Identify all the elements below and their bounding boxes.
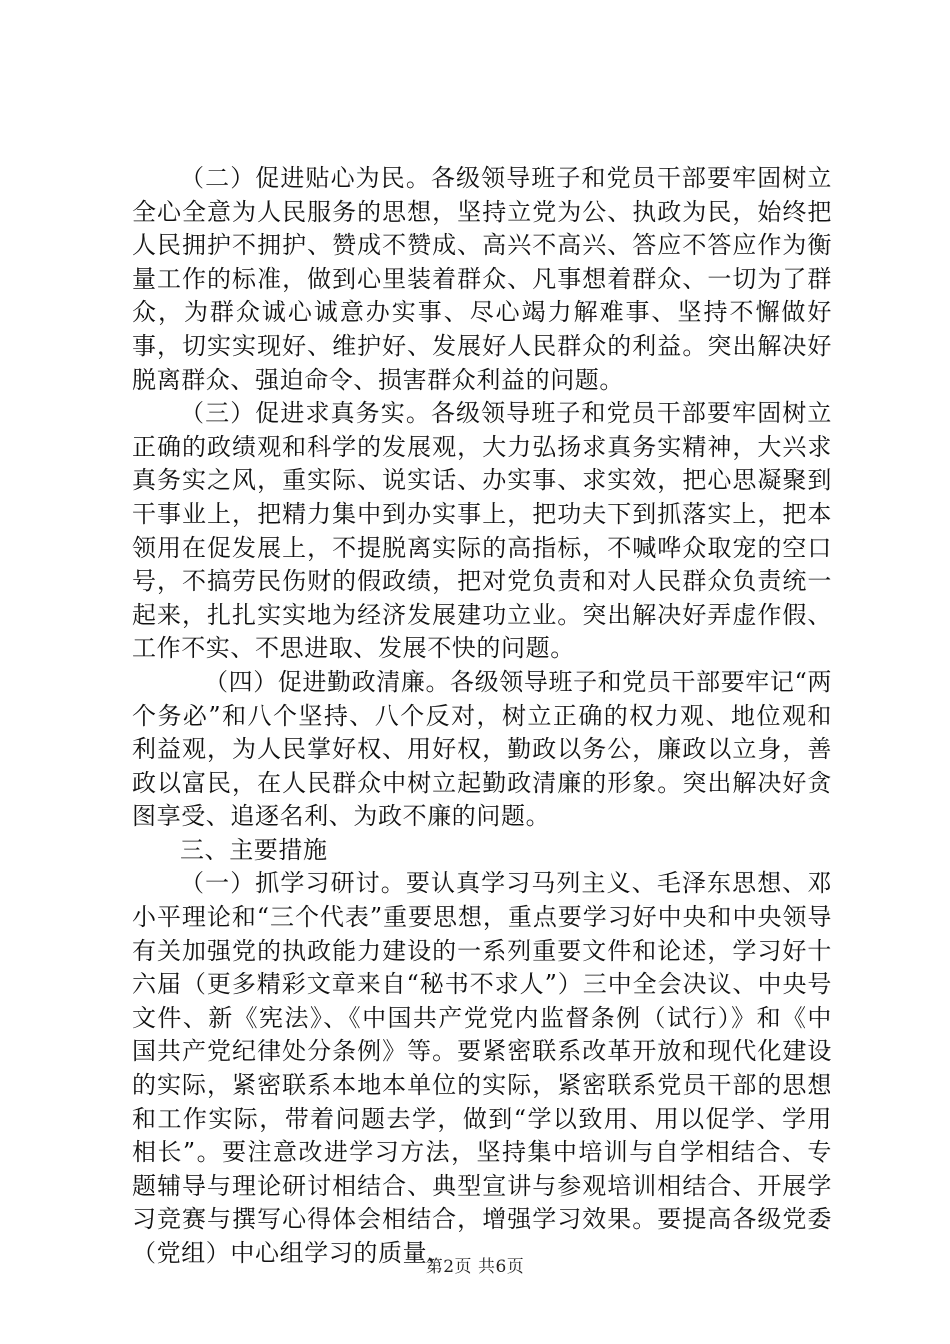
paragraph-promote-integrity: （四）促进勤政清廉。各级领导班子和党员干部要牢记“两个务必”和八个坚持、八个反对，树立正确的权力观、地位观和利益观，为人民掌好权、用好权，勤政以务公，廉政以立身，善政以富民，在人民群众中树立起勤政清廉的形象。突出解决好贪图享受、追逐名利、为政不廉的问题。: [132, 667, 832, 831]
paragraph-study-discussion: （一）抓学习研讨。要认真学习马列主义、毛泽东思想、邓小平理论和“三个代表”重要思想，重点要学习好中央和中央领导有关加强党的执政能力建设的一系列重要文件和论述，学习好十六届（更多精彩文章来自“秘书不求人”）三中全会决议、中央号文件、新《宪法》、《中国共产党党内监督条例（试行）》和《中国共产党纪律处分条例》等。要紧密联系改革开放和现代化建设的实际，紧密联系本地本单位的实际，紧密联系党员干部的思想和工作实际，带着问题去学，做到“学以致用、用以促学、学用相长”。要注意改进学习方法，坚持集中培训与自学相结合、专题辅导与理论研讨相结合、典型宣讲与参观培训相结合、开展学习竞赛与撰写心得体会相结合，增强学习效果。要提高各级党委（党组）中心组学习的质量，: [132, 869, 832, 1267]
paragraph-promote-pragmatism: （三）促进求真务实。各级领导班子和党员干部要牢固树立正确的政绩观和科学的发展观，大力弘扬求真务实精神，大兴求真务实之风，重实际、说实话、办实事、求实效，把心思凝聚到干事业上，把精力集中到办实事上，把功夫下到抓落实上，把本领用在促发展上，不提脱离实际的高指标，不喊哗众取宠的空口号，不搞劳民伤财的假政绩，把对党负责和对人民群众负责统一起来，扎扎实实地为经济发展建功立业。突出解决好弄虚作假、工作不实、不思进取、发展不快的问题。: [132, 399, 832, 663]
paragraph-promote-serving-people: （二）促进贴心为民。各级领导班子和党员干部要牢固树立全心全意为人民服务的思想，坚持立党为公、执政为民，始终把人民拥护不拥护、赞成不赞成、高兴不高兴、答应不答应作为衡量工作的标准，做到心里装着群众、凡事想着群众、一切为了群众，为群众诚心诚意办实事、尽心竭力解难事、坚持不懈做好事，切实实现好、维护好、发展好人民群众的利益。突出解决好脱离群众、强迫命令、损害群众利益的问题。: [132, 164, 832, 394]
section-heading-main-measures: 三、主要措施: [180, 835, 328, 864]
page-number-footer: 第2页 共6页: [425, 1257, 525, 1277]
document-body: [132, 162, 832, 1271]
